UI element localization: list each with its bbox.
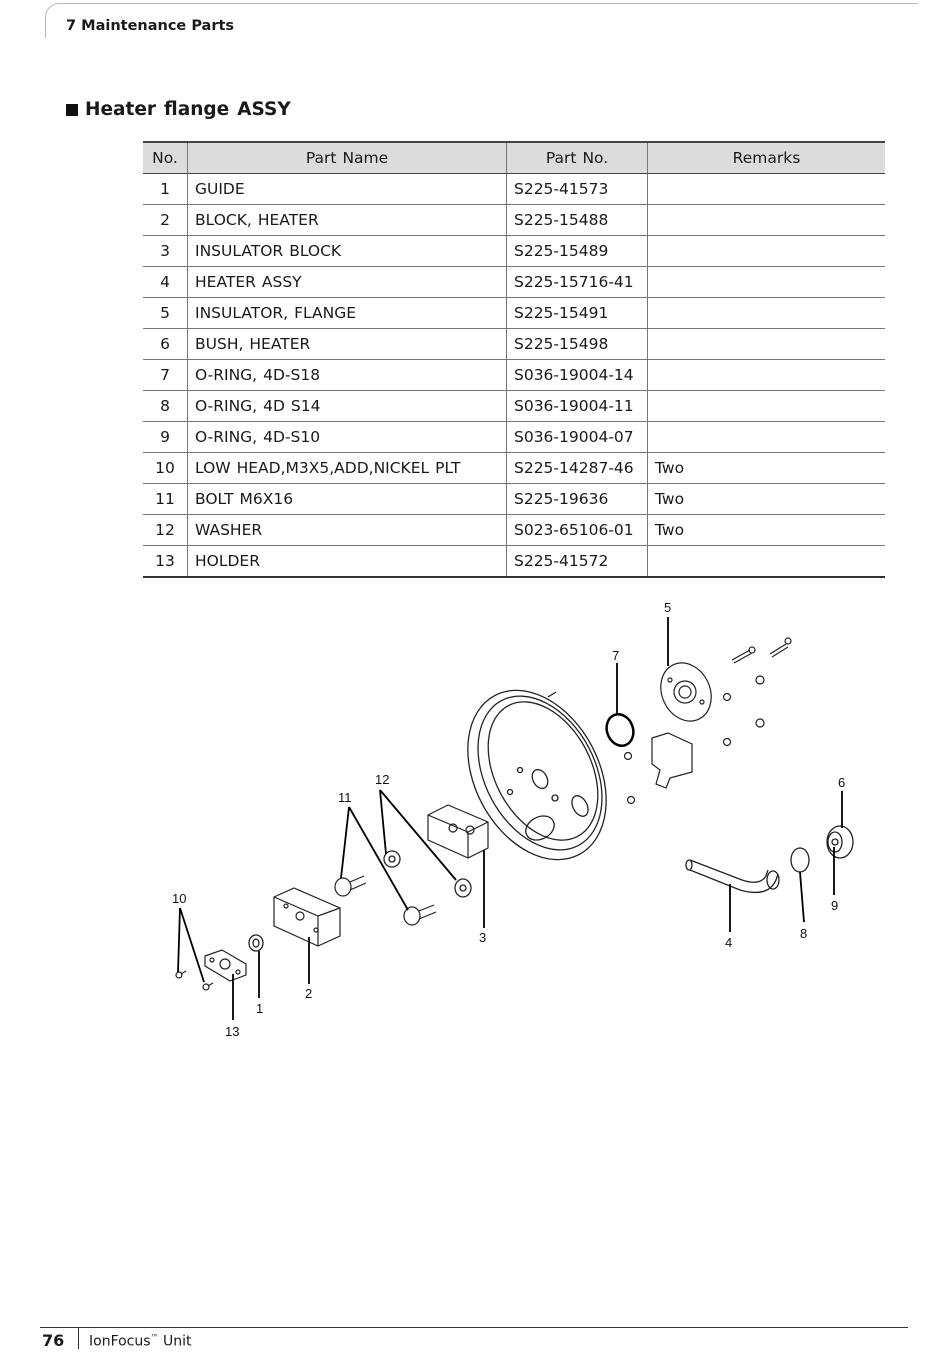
insulator-block-3 (428, 805, 488, 858)
part-name-word: HEATER (257, 211, 319, 229)
cell-part-no: S036-19004-07 (507, 422, 648, 453)
table-row (143, 174, 885, 205)
table-row (143, 515, 885, 546)
table-row (143, 360, 885, 391)
cell-remarks (648, 174, 886, 205)
callout-11: 11 (338, 790, 352, 805)
part-name-word: HEATER (195, 273, 256, 291)
cell-part-no: S023-65106-01 (507, 515, 648, 546)
cell-part-no: S225-19636 (507, 484, 648, 515)
o-ring-8 (791, 848, 809, 872)
part-name-word: O-RING, (195, 366, 258, 384)
cell-no: 2 (143, 205, 188, 236)
part-name-word: LOW (195, 459, 231, 477)
title-word: Heater (85, 99, 157, 120)
guide-1 (249, 935, 263, 951)
cell-no: 5 (143, 298, 188, 329)
cell-no: 10 (143, 453, 188, 484)
table-row (143, 329, 885, 360)
bolts-top (625, 638, 792, 804)
cell-part-name (188, 546, 507, 578)
cell-remarks (648, 360, 886, 391)
table-row (143, 453, 885, 484)
cell-remarks (648, 329, 886, 360)
insulator-flange-5 (652, 655, 721, 730)
callout-13: 13 (225, 1024, 240, 1039)
cell-part-no: S036-19004-14 (507, 360, 648, 391)
table-row (143, 484, 885, 515)
cell-remarks: Two (648, 453, 886, 484)
part-name-word: BLOCK (289, 242, 342, 260)
table-row (143, 236, 885, 267)
product-suffix: Unit (158, 1333, 192, 1350)
part-name-word: HEAD,M3X5,ADD,NICKEL (236, 459, 430, 477)
table-row (143, 422, 885, 453)
parts-table (143, 141, 885, 578)
callout-12: 12 (375, 772, 390, 787)
header-word: Name (342, 149, 389, 167)
part-name-word: HEATER (249, 335, 311, 353)
cell-part-name (188, 422, 507, 453)
header-no: No. (143, 142, 188, 174)
title-word: ASSY (237, 99, 291, 120)
cell-part-name (188, 205, 507, 236)
block-heater-2 (274, 888, 340, 946)
header-word: Part (305, 149, 337, 167)
cell-remarks (648, 422, 886, 453)
table-row (143, 546, 885, 578)
part-name-word: ASSY (261, 273, 302, 291)
section-title (66, 99, 299, 120)
cell-part-no: S225-15488 (507, 205, 648, 236)
part-name-word: O-RING, (195, 428, 258, 446)
callout-7: 7 (612, 648, 620, 663)
cell-part-name (188, 329, 507, 360)
exploded-parts-diagram (0, 590, 950, 1050)
callout-6: 6 (838, 775, 846, 790)
black-square-icon (66, 104, 78, 116)
cell-no: 6 (143, 329, 188, 360)
page-number: 76 (42, 1331, 65, 1350)
cell-no: 8 (143, 391, 188, 422)
cell-no: 1 (143, 174, 188, 205)
bush-heater-6 (827, 826, 853, 858)
cell-part-no: S225-15489 (507, 236, 648, 267)
cell-part-no: S036-19004-11 (507, 391, 648, 422)
part-name-word: INSULATOR (195, 242, 284, 260)
table-row (143, 267, 885, 298)
cell-part-no: S225-41572 (507, 546, 648, 578)
part-name-word: 4D-S10 (263, 428, 321, 446)
part-name-word: 4D-S18 (263, 366, 321, 384)
cell-part-name (188, 391, 507, 422)
cell-part-name (188, 236, 507, 267)
header-word: Part (545, 149, 577, 167)
cell-part-no: S225-41573 (507, 174, 648, 205)
table-header-row (143, 142, 885, 174)
callout-4: 4 (725, 935, 733, 950)
cell-no: 11 (143, 484, 188, 515)
part-name-word: HOLDER (195, 552, 260, 570)
holder-bracket (652, 733, 692, 788)
footer-rule (40, 1327, 908, 1328)
cell-remarks: Two (648, 484, 886, 515)
callout-10: 10 (172, 891, 187, 906)
cell-remarks: Two (648, 515, 886, 546)
cell-remarks (648, 236, 886, 267)
header-part-no (507, 142, 648, 174)
table-row (143, 391, 885, 422)
part-name-word: PLT (435, 459, 461, 477)
callout-1: 1 (256, 1001, 264, 1016)
cell-part-name (188, 267, 507, 298)
o-ring-7 (602, 711, 637, 750)
holder-plate-13 (205, 950, 246, 981)
header-remarks: Remarks (648, 142, 886, 174)
cell-part-name (188, 453, 507, 484)
table-row (143, 298, 885, 329)
cell-part-no: S225-15498 (507, 329, 648, 360)
part-name-word: FLANGE (294, 304, 357, 322)
part-name-word: S14 (290, 397, 321, 415)
cell-part-name (188, 174, 507, 205)
chapter-header: 7 Maintenance Parts (66, 18, 235, 34)
part-name-word: BOLT (195, 490, 234, 508)
footer-product-name (89, 1333, 192, 1350)
cell-no: 13 (143, 546, 188, 578)
cell-no: 7 (143, 360, 188, 391)
callout-9: 9 (831, 898, 839, 913)
cell-remarks (648, 298, 886, 329)
part-name-word: 4D (263, 397, 285, 415)
header-part-name (188, 142, 507, 174)
title-word: flange (164, 99, 230, 120)
cell-no: 9 (143, 422, 188, 453)
product-name: IonFocus (89, 1333, 151, 1350)
part-name-word: O-RING, (195, 397, 258, 415)
part-name-word: GUIDE (195, 180, 245, 198)
cell-part-name (188, 298, 507, 329)
callout-2: 2 (305, 986, 313, 1001)
cell-remarks (648, 546, 886, 578)
callout-8: 8 (800, 926, 808, 941)
cell-no: 12 (143, 515, 188, 546)
part-name-word: BLOCK, (195, 211, 252, 229)
cell-remarks (648, 267, 886, 298)
cell-remarks (648, 205, 886, 236)
trademark-symbol: ™ (150, 1333, 159, 1342)
cell-part-no: S225-15491 (507, 298, 648, 329)
part-name-word: WASHER (195, 521, 263, 539)
cell-part-name (188, 515, 507, 546)
cell-no: 3 (143, 236, 188, 267)
bolts-11 (335, 876, 436, 925)
part-name-word: INSULATOR, (195, 304, 289, 322)
callout-5: 5 (664, 600, 672, 615)
footer-divider (78, 1327, 79, 1349)
part-name-word: BUSH, (195, 335, 244, 353)
heater-assy-4 (686, 860, 779, 892)
cell-part-name (188, 360, 507, 391)
cell-part-no: S225-15716-41 (507, 267, 648, 298)
table-row (143, 205, 885, 236)
cell-no: 4 (143, 267, 188, 298)
cell-part-no: S225-14287-46 (507, 453, 648, 484)
callout-3: 3 (479, 930, 487, 945)
cell-part-name (188, 484, 507, 515)
screws-10 (176, 971, 213, 990)
part-name-word: M6X16 (239, 490, 294, 508)
cell-remarks (648, 391, 886, 422)
header-word: No. (582, 149, 609, 167)
